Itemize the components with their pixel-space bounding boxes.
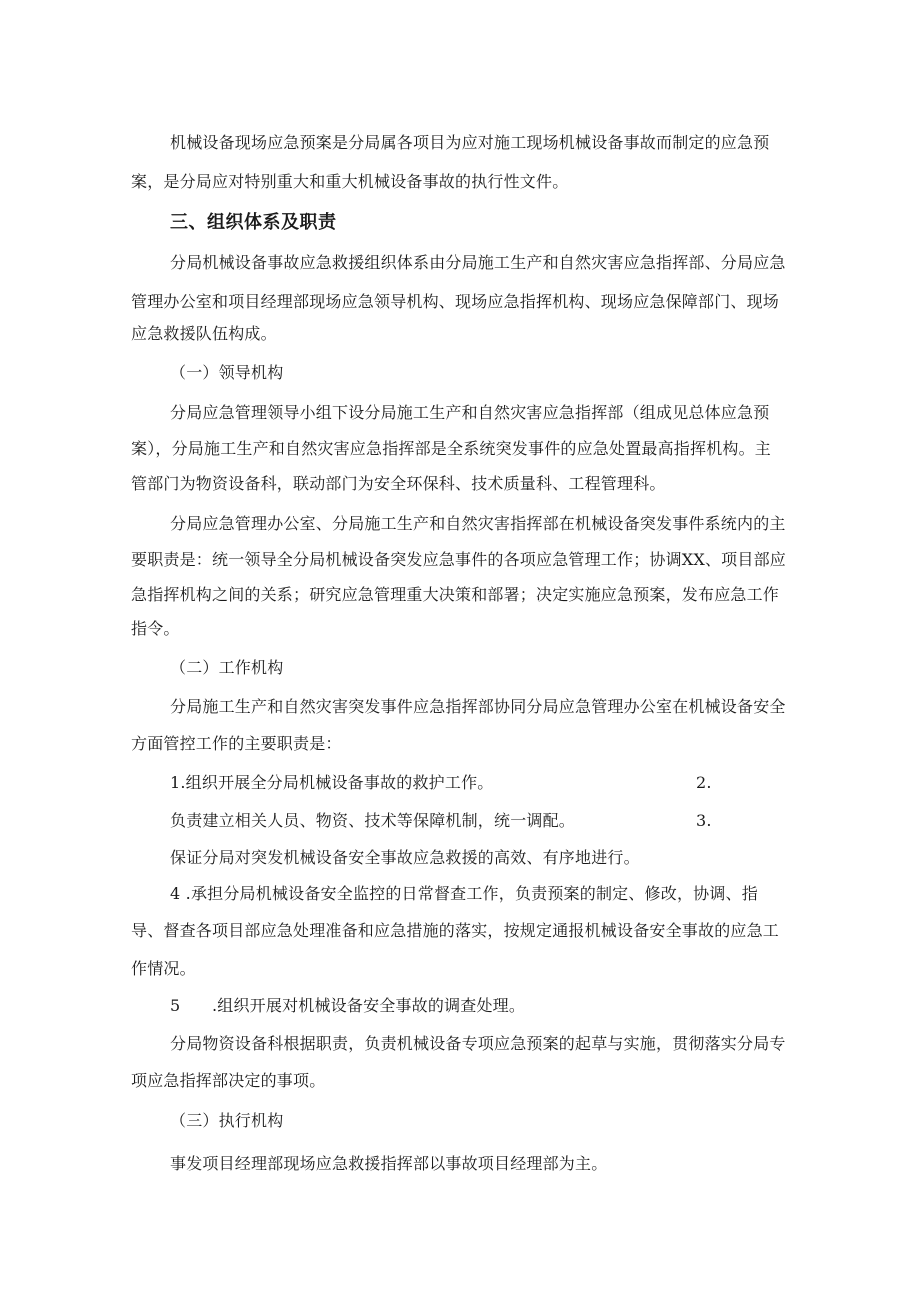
org-system-line-3: 应急救援队伍构成。 — [131, 324, 277, 343]
working-line-2: 方面管控工作的主要职责是： — [131, 734, 342, 753]
leadership-line-1: 分局应急管理领导小组下设分局施工生产和自然灾害应急指挥部（组成见总体应急预 — [170, 403, 770, 422]
list-item-5: .组织开展对机械设备安全事故的调查处理。 — [212, 996, 526, 1015]
subheading-execution: （三）执行机构 — [170, 1111, 284, 1130]
list-item-4-line-2: 导、督查各项目部应急处理准备和应急措施的落实，按规定通报机械设备安全事故的应急工 — [131, 921, 780, 940]
intro-line-1: 机械设备现场应急预案是分局属各项目为应对施工现场机械设备事故而制定的应急预 — [170, 133, 770, 152]
org-system-line-2: 管理办公室和项目经理部现场应急领导机构、现场应急指挥机构、现场应急保障部门、现场 — [131, 292, 780, 311]
list-number-5: 5 — [170, 996, 181, 1015]
working-line-1: 分局施工生产和自然灾害突发事件应急指挥部协同分局应急管理办公室在机械设备安全 — [170, 697, 786, 716]
section-heading-organization: 三、组织体系及职责 — [170, 212, 337, 233]
list-number-2: 2. — [696, 773, 712, 792]
org-system-line-1: 分局机械设备事故应急救援组织体系由分局施工生产和自然灾害应急指挥部、分局应急 — [170, 253, 786, 272]
subheading-leadership: （一）领导机构 — [170, 363, 284, 382]
materials-dept-line-1: 分局物资设备科根据职责，负责机械设备专项应急预案的起草与实施，贯彻落实分局专 — [170, 1034, 786, 1053]
list-item-4-line-1: 4 .承担分局机械设备安全监控的日常督查工作，负责预案的制定、修改，协调、指 — [170, 884, 758, 903]
list-item-2: 负责建立相关人员、物资、技术等保障机制，统一调配。 — [170, 811, 576, 830]
intro-line-2: 案，是分局应对特别重大和重大机械设备事故的执行性文件。 — [131, 172, 569, 191]
duties-line-4: 指令。 — [131, 619, 180, 638]
duties-line-1: 分局应急管理办公室、分局施工生产和自然灾害指挥部在机械设备突发事件系统内的主 — [170, 514, 786, 533]
materials-dept-line-2: 项应急指挥部决定的事项。 — [131, 1071, 326, 1090]
leadership-line-2: 案），分局施工生产和自然灾害应急指挥部是全系统突发事件的应急处置最高指挥机构。主 — [131, 439, 772, 458]
leadership-line-3: 管部门为物资设备科，联动部门为安全环保科、技术质量科、工程管理科。 — [131, 474, 666, 493]
list-item-1: 1.组织开展全分局机械设备事故的救护工作。 — [170, 773, 494, 792]
duties-line-2: 要职责是：统一领导全分局机械设备突发应急事件的各项应急管理工作；协调XX、项目部应 — [131, 550, 786, 569]
list-item-3: 保证分局对突发机械设备安全事故应急救援的高效、有序地进行。 — [170, 848, 640, 867]
subheading-working: （二）工作机构 — [170, 658, 284, 677]
list-item-4-line-3: 作情况。 — [131, 959, 196, 978]
duties-line-3: 急指挥机构之间的关系；研究应急管理重大决策和部署；决定实施应急预案，发布应急工作 — [131, 585, 780, 604]
list-number-3: 3. — [696, 811, 712, 830]
execution-line-1: 事发项目经理部现场应急救援指挥部以事故项目经理部为主。 — [170, 1154, 608, 1173]
